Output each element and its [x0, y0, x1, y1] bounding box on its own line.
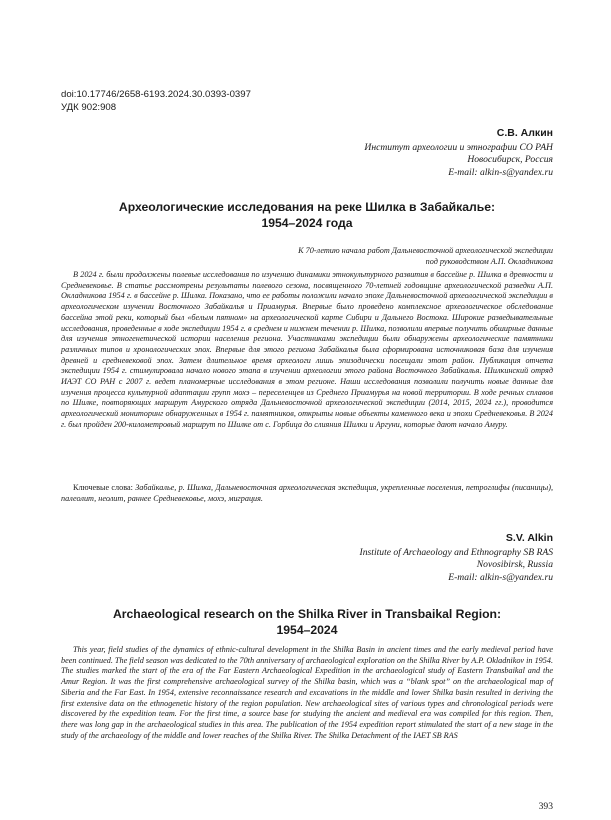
- author-institute-en: Institute of Archaeology and Ethnography SB RAS: [359, 546, 553, 558]
- title-ru-line2: 1954–2024 года: [261, 216, 353, 230]
- abstract-ru: В 2024 г. были продолжены полевые исследования по изучению динамики этнокультурного развития в бассейне р. Шилка в древности и Средневековье. В статье рассмотрены результаты полевого сезона, посвященного 70-летней годовщине археологической разведки А.П. Окладникова 1954 г. в бассейне р. Шилка. Показано, что ее работы положили начало эпохе Дальневосточной археологической экспедиции в археологическом изучении Восточного Забайкалья и Приамурья. Впервые было проведено комплексное археологическое обследование бассейна этой реки, который был «белым пятном» на археологической карте Сибири и Дальнего Востока. Широкие разведывательные исследования, проведенные в ходе экспедиции 1954 г. в среднем и нижнем течении р. Шилка, позволили впервые получить обширные данные для изучения этногенетической истории населения региона. Участниками экспедиции были обнаружены археологические памятники различных типов и хронологических эпох. Впервые для этого региона Забайкалья была сформирована источниковая база для изучения древней и средневековой эпох. Затем длительное время археологи лишь эпизодически посещали этот район. Публикация отчета экспедиции 1954 г. стимулировала начало нового этапа в изучении археологии этого района Восточного Забайкалья. Шилкинский отряд ИАЭТ СО РАН с 2007 г. ведет планомерные исследования в этом регионе. Наши исследования позволили получить новые данные для изучения процесса культурной адаптации групп мохэ – переселенцев из Среднего Приамурья на новой территории. В ходе речных сплавов по Шилке, повторяющих маршрут Амурского отряда Дальневосточной археологической экспедиции (2014, 2015, 2024 гг.), проводится археологический мониторинг обнаруженных в 1954 г. памятников, открыты новые объекты каменного века и эпохи Средневековья. В 2024 г. был пройден 200-километровый маршрут по Шилке от с. Горбица до слияния Шилки и Аргуни, которые дают начало Амуру.: [61, 270, 553, 429]
- author-name-en: S.V. Alkin: [505, 532, 553, 544]
- author-block-en: [360, 532, 553, 584]
- page-number: 393: [538, 801, 553, 812]
- epigraph-line2: под руководством А.П. Окладникова: [425, 257, 553, 266]
- author-city-en: Novosibirsk, Russia: [476, 559, 553, 570]
- article-title-en: [61, 606, 553, 638]
- keywords-ru: [61, 483, 553, 504]
- doi: doi:10.17746/2658-6193.2024.30.0393-0397: [61, 89, 251, 100]
- author-city-ru: Новосибирск, Россия: [467, 154, 553, 165]
- epigraph-line1: К 70-летию начала работ Дальневосточной археологической экспедиции: [298, 246, 553, 255]
- article-meta: [61, 88, 251, 114]
- udk-code: УДК 902:908: [61, 102, 117, 113]
- article-title-ru: [61, 199, 553, 231]
- author-block-ru: [364, 127, 553, 179]
- author-institute-ru: Институт археологии и этнографии СО РАН: [364, 141, 553, 153]
- author-email-en: E-mail: alkin-s@yandex.ru: [448, 571, 553, 583]
- title-en-line2: 1954–2024: [276, 623, 338, 637]
- keywords-label: Ключевые слова:: [73, 483, 133, 492]
- abstract-en: This year, field studies of the dynamics of ethnic-cultural development in the Shilka Basin in ancient times and the early medieval period have been continued. The field season was dedicated to the 70th anniversary of archaeological exploration on the Shilka River by A.P. Okladnikov in 1954. The studies marked the start of the era of the Far Eastern Archaeological Expedition in the archaeological study of Eastern Transbaikal and the Amur Region. It was the first comprehensive archaeological survey of the Shilka basin, which was a “blank spot” on the archaeological map of Siberia and the Far East. In 1954, extensive reconnaissance research and excavations in the middle and lower Shilka basin resulted in deriving the first extensive data on the ethnogenetic history of the region population. New archaeological sites of various types and chronological periods were discovered by the expedition team. For the first time, a source base for studying the ancient and medieval era was compiled for this region. Then, there was long gap in the archaeological studies in this area. The publication of the 1954 expedition report stimulated the start of a new stage in the study of the archaeology of the middle and lower reaches of the Shilka River. The Shilka Detachment of the IAET SB RAS: [61, 645, 553, 740]
- title-ru-line1: Археологические исследования на реке Шилка в Забайкалье:: [118, 200, 496, 214]
- epigraph: [223, 245, 553, 267]
- title-en-line1: Archaeological research on the Shilka River in Transbaikal Region:: [112, 607, 502, 621]
- author-email-ru: E-mail: alkin-s@yandex.ru: [448, 166, 553, 178]
- author-name-ru: С.В. Алкин: [496, 127, 553, 139]
- keywords-text: Забайкалье, р. Шилка, Дальневосточная археологическая экспедиция, укрепленные поселения, петроглифы (писаницы), палеолит, неолит, раннее Средневековье, мохэ, миграция.: [61, 483, 553, 503]
